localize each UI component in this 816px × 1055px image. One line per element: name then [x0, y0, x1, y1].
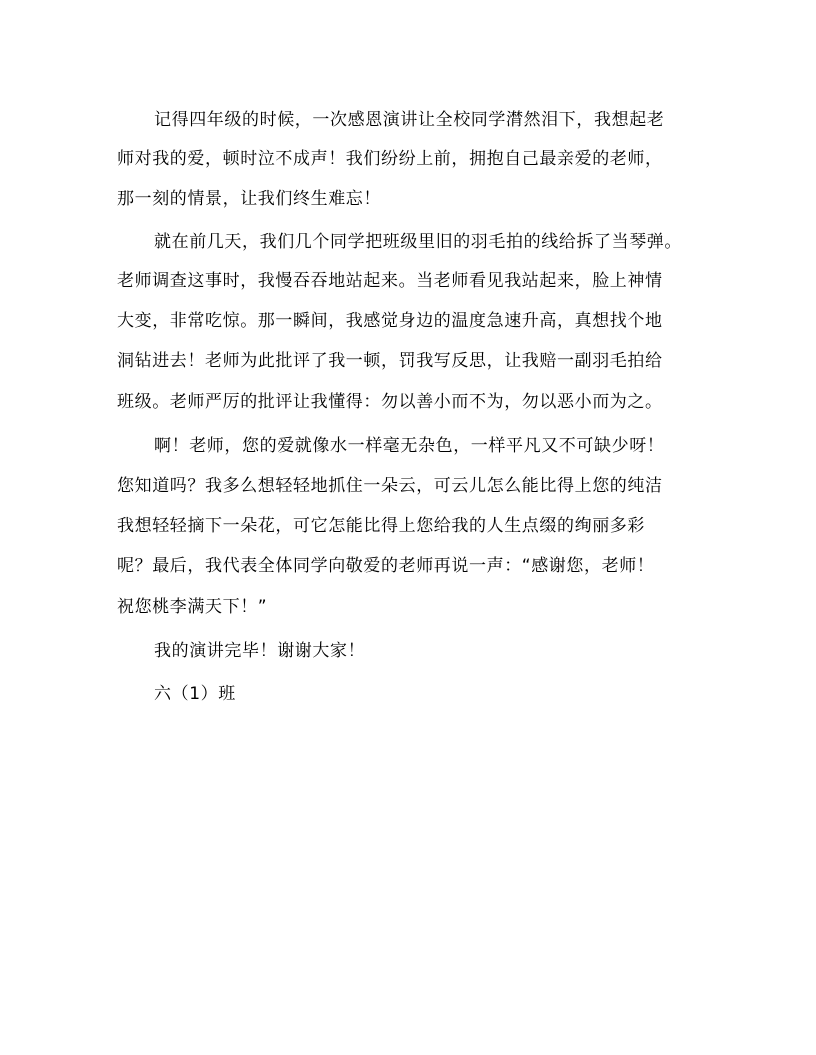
paragraph-2-line-3: 大变，非常吃惊。那一瞬间，我感觉身边的温度急速升高，真想找个地: [117, 311, 663, 331]
class-signature: 六（1）班: [154, 684, 236, 704]
paragraph-1-line-2: 师对我的爱，顿时泣不成声！我们纷纷上前，拥抱自己最亲爱的老师，: [117, 149, 663, 169]
paragraph-2-line-2: 老师调查这事时，我慢吞吞地站起来。当老师看见我站起来，脸上神情: [117, 271, 663, 291]
paragraph-1-line-1: 记得四年级的时候，一次感恩演讲让全校同学潸然泪下，我想起老: [154, 110, 665, 130]
paragraph-3-line-1: 啊！老师，您的爱就像水一样毫无杂色，一样平凡又不可缺少呀！: [154, 436, 665, 456]
paragraph-1-line-3: 那一刻的情景，让我们终生难忘！: [117, 189, 381, 209]
paragraph-3-line-3: 我想轻轻摘下一朵花，可它怎能比得上您给我的人生点缀的绚丽多彩: [117, 516, 645, 536]
paragraph-2-line-5: 班级。老师严厉的批评让我懂得：勿以善小而不为，勿以恶小而为之。: [117, 392, 663, 412]
paragraph-2-line-4: 洞钻进去！老师为此批评了我一顿，罚我写反思，让我赔一副羽毛拍给: [117, 351, 663, 371]
paragraph-3-line-4: 呢？最后，我代表全体同学向敬爱的老师再说一声：“感谢您，老师！: [117, 556, 655, 576]
paragraph-3-line-5: 祝您桃李满天下！”: [117, 597, 268, 617]
paragraph-3-line-2: 您知道吗？我多么想轻轻地抓住一朵云，可云儿怎么能比得上您的纯洁: [117, 476, 663, 496]
closing-line: 我的演讲完毕！谢谢大家！: [154, 641, 366, 661]
paragraph-2-line-1: 就在前几天，我们几个同学把班级里旧的羽毛拍的线给拆了当琴弹。: [154, 232, 682, 252]
